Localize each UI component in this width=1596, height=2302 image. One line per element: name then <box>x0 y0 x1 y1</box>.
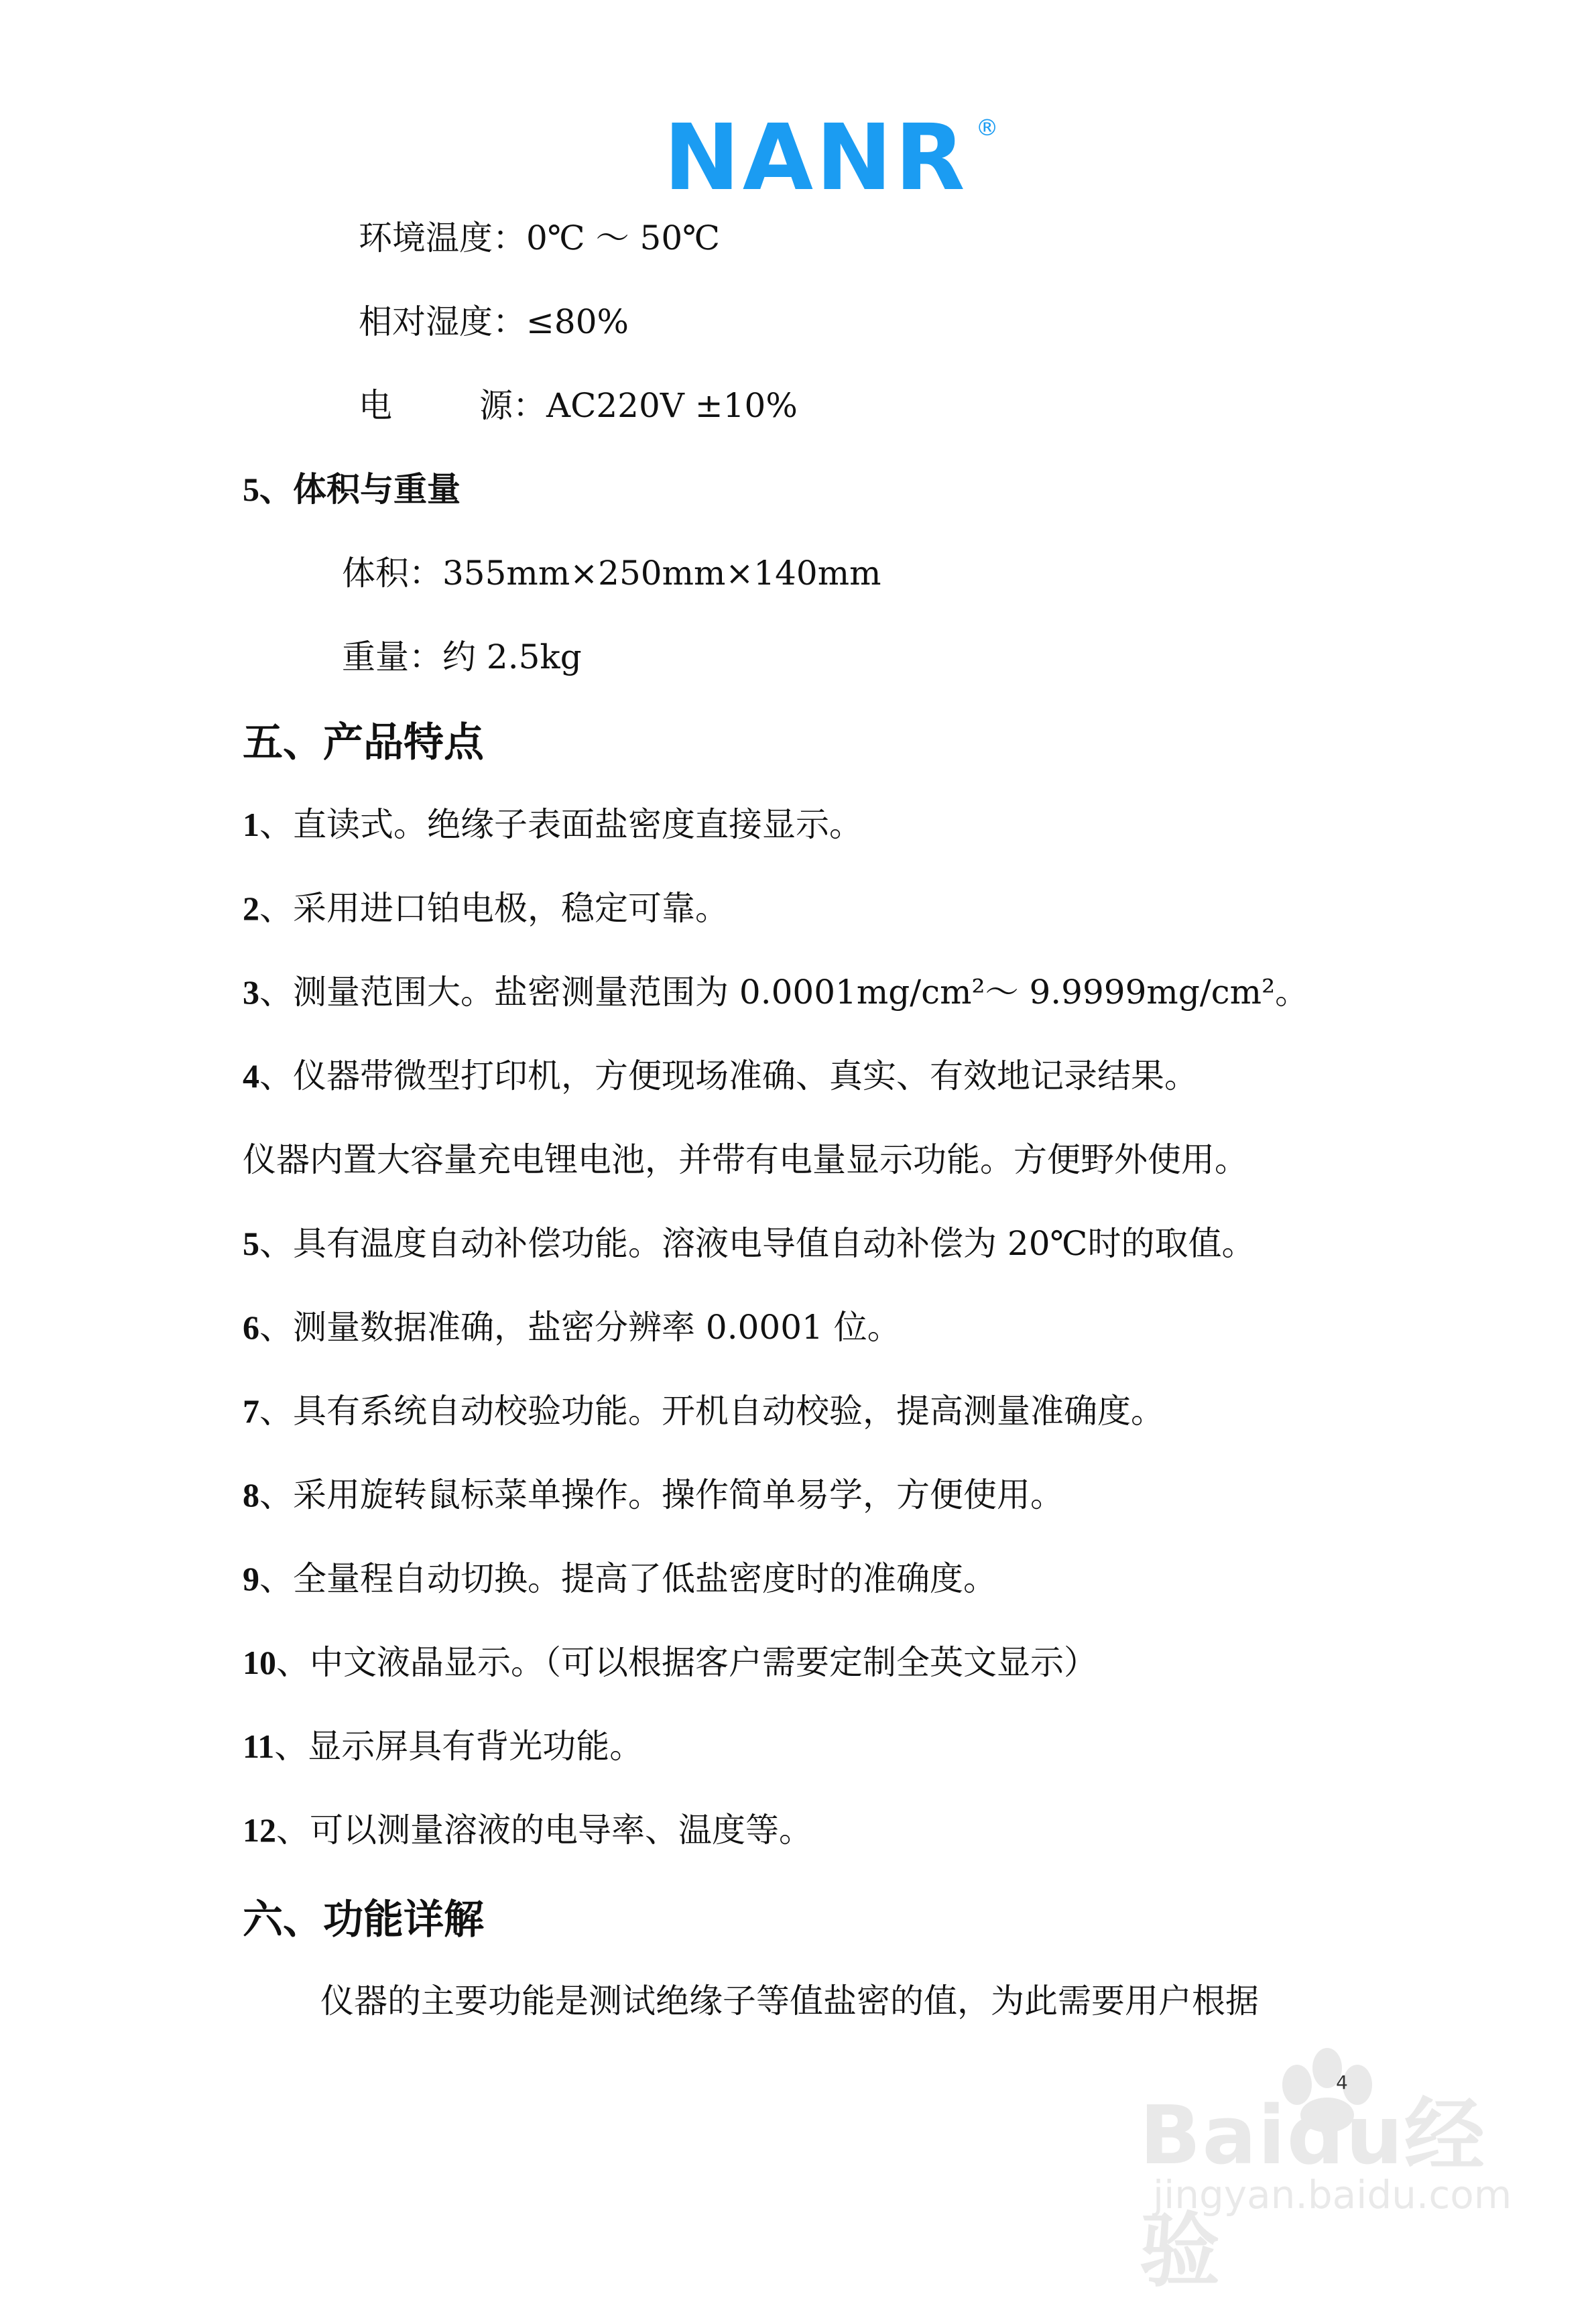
feature-item <box>243 1056 1198 1095</box>
feature-text: 、具有温度自动补偿功能。溶液电导值自动补偿为 20℃时的取值。 <box>259 1224 1255 1263</box>
watermark-url: jingyan.baidu.com <box>1153 2172 1512 2218</box>
feature-number: 5 <box>243 1225 259 1262</box>
feature-text: 仪器内置大容量充电锂电池，并带有电量显示功能。方便野外使用。 <box>243 1140 1248 1179</box>
feature-text: 、全量程自动切换。提高了低盐密度时的准确度。 <box>259 1559 997 1598</box>
watermark-brand-c: 经验 <box>1140 2089 1486 2298</box>
feature-number: 3 <box>243 973 259 1011</box>
baidu-watermark <box>1140 2045 1515 2298</box>
feature-text: 、具有系统自动校验功能。开机自动校验，提高测量准确度。 <box>259 1392 1164 1431</box>
feature-item <box>243 889 729 928</box>
feature-item <box>243 1140 1248 1179</box>
section5-title: 体积与重量 <box>293 470 461 509</box>
feature-item <box>243 1392 1164 1431</box>
feature-item <box>243 1308 901 1347</box>
env-power <box>359 386 798 425</box>
feature-number: 1 <box>243 806 259 843</box>
feature-text: 、采用旋转鼠标菜单操作。操作简单易学，方便使用。 <box>259 1475 1064 1514</box>
power-label-a: 电 <box>359 386 392 425</box>
chapter5-title: 五、产品特点 <box>243 719 484 766</box>
feature-text: 、测量范围大。盐密测量范围为 0.0001mg/cm²～ 9.9999mg/cm²。 <box>259 973 1309 1012</box>
chapter6-paragraph: 仪器的主要功能是测试绝缘子等值盐密的值，为此需要用户根据 <box>320 1982 1259 2020</box>
feature-number: 8 <box>243 1476 259 1514</box>
nanr-logo <box>664 105 999 211</box>
feature-text: 、显示屏具有背光功能。 <box>274 1727 643 1766</box>
registered-mark: ® <box>975 115 999 141</box>
feature-item <box>243 1475 1064 1514</box>
chapter6-title: 六、功能详解 <box>243 1896 484 1943</box>
feature-text: 、直读式。绝缘子表面盐密度直接显示。 <box>259 805 863 844</box>
feature-text: 、测量数据准确，盐密分辨率 0.0001 位。 <box>259 1308 901 1347</box>
page-number: 4 <box>1336 2071 1348 2094</box>
feature-text: 、中文液晶显示。（可以根据客户需要定制全英文显示） <box>276 1643 1097 1682</box>
feature-item <box>243 1643 1097 1682</box>
feature-item <box>243 1224 1255 1263</box>
feature-number: 9 <box>243 1560 259 1597</box>
feature-item <box>243 1559 997 1598</box>
watermark-brand-a: Bai <box>1140 2089 1287 2183</box>
feature-item <box>243 1811 812 1850</box>
feature-number: 11 <box>243 1728 275 1765</box>
power-label-b: 源：AC220V ±10% <box>479 386 798 425</box>
spec-volume: 体积：355mm×250mm×140mm <box>342 554 881 593</box>
feature-number: 6 <box>243 1309 259 1346</box>
section5-heading <box>243 470 461 509</box>
spec-weight: 重量：约 2.5kg <box>342 638 582 676</box>
feature-text: 、可以测量溶液的电导率、温度等。 <box>276 1811 812 1850</box>
feature-item <box>243 805 863 844</box>
feature-text: 、采用进口铂电极，稳定可靠。 <box>259 889 729 928</box>
feature-number: 7 <box>243 1392 259 1430</box>
section5-number: 5、 <box>243 471 293 508</box>
feature-number: 4 <box>243 1057 259 1095</box>
feature-number: 10 <box>243 1644 276 1681</box>
feature-item <box>243 973 1309 1012</box>
feature-item <box>243 1727 643 1766</box>
feature-number: 12 <box>243 1811 276 1849</box>
env-humidity: 相对湿度：≤80% <box>359 302 629 341</box>
feature-number: 2 <box>243 890 259 927</box>
feature-text: 、仪器带微型打印机，方便现场准确、真实、有效地记录结果。 <box>259 1056 1198 1095</box>
logo-text: NANR <box>664 105 968 211</box>
env-temperature: 环境温度：0℃ ～ 50℃ <box>359 219 721 257</box>
watermark-brand-b: du <box>1286 2089 1404 2183</box>
